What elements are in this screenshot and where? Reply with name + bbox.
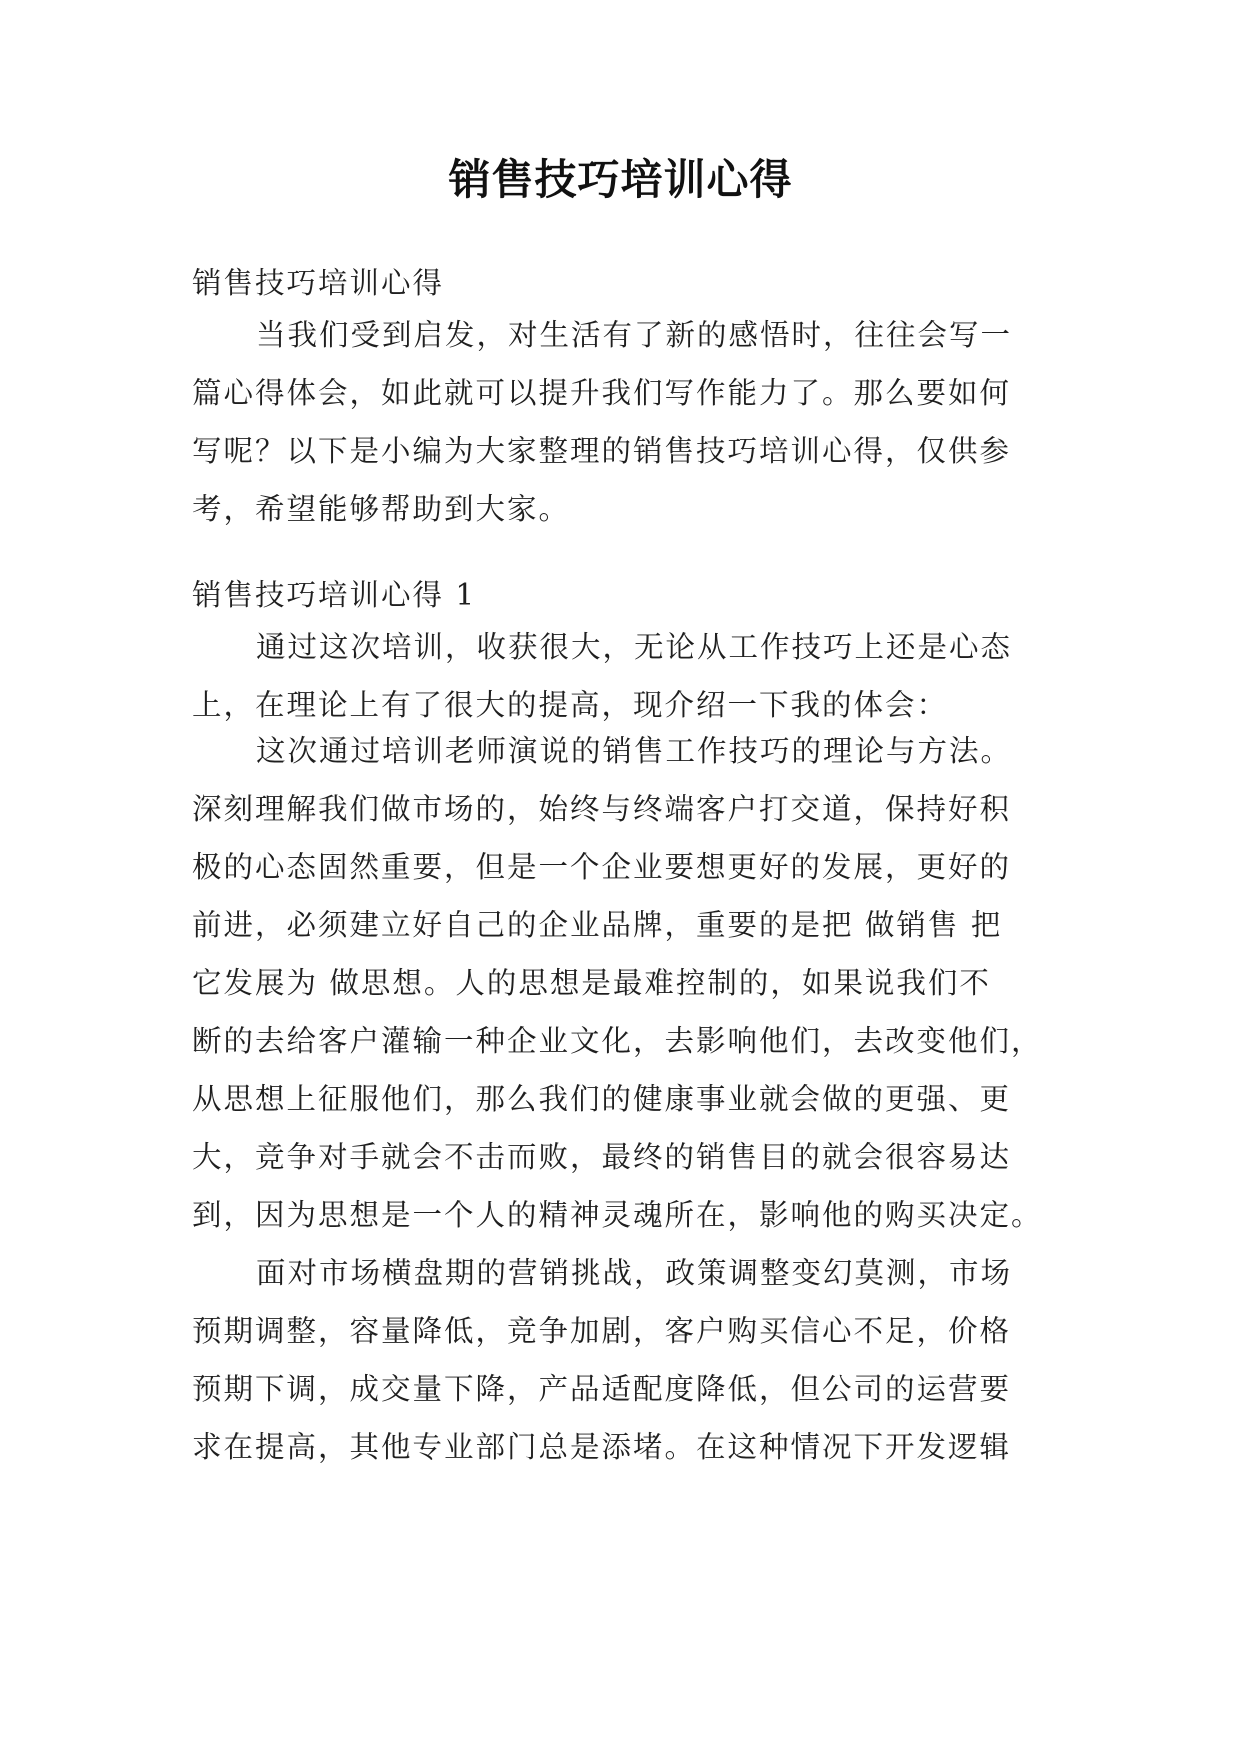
para2-line: 深刻理解我们做市场的，始终与终端客户打交道，保持好积: [192, 792, 1012, 826]
para2-line: 它发展为 做思想。人的思想是最难控制的，如果说我们不: [192, 966, 991, 1000]
intro-paragraph: [192, 306, 1062, 538]
para2-line: 前进，必须建立好自己的企业品牌，重要的是把 做销售 把: [192, 908, 1003, 942]
section1-heading-block: [192, 566, 1062, 624]
document-title: 销售技巧培训心得: [448, 155, 793, 204]
para2-line: 这次通过培训老师演说的销售工作技巧的理论与方法。: [256, 734, 1013, 768]
paragraph-1: [192, 618, 1062, 734]
para2-line: 从思想上征服他们，那么我们的健康事业就会做的更强、更: [192, 1082, 1012, 1116]
paragraph-2: [192, 722, 1062, 1244]
para2-line: 极的心态固然重要，但是一个企业要想更好的发展，更好的: [192, 850, 1012, 884]
para1-line: 上，在理论上有了很大的提高，现介绍一下我的体会：: [192, 688, 949, 722]
para2-line: 到，因为思想是一个人的精神灵魂所在，影响他的购买决定。: [192, 1198, 1043, 1232]
para3-line: 预期调整，容量降低，竞争加剧，客户购买信心不足，价格: [192, 1314, 1012, 1348]
intro-line: 写呢？以下是小编为大家整理的销售技巧培训心得，仅供参: [192, 434, 1012, 468]
intro-line: 考，希望能够帮助到大家。: [192, 492, 571, 526]
para3-line: 面对市场横盘期的营销挑战，政策调整变幻莫测，市场: [256, 1256, 1013, 1290]
para1-line: 通过这次培训，收获很大，无论从工作技巧上还是心态: [256, 630, 1013, 664]
para3-line: 预期下调，成交量下降，产品适配度降低，但公司的运营要: [192, 1372, 1012, 1406]
intro-line: 篇心得体会，如此就可以提升我们写作能力了。那么要如何: [192, 376, 1012, 410]
paragraph-3: [192, 1244, 1062, 1476]
intro-heading-block: [192, 254, 1062, 312]
para2-line: 大，竞争对手就会不击而败，最终的销售目的就会很容易达: [192, 1140, 1012, 1174]
intro-heading: 销售技巧培训心得: [192, 266, 445, 300]
intro-line: 当我们受到启发，对生活有了新的感悟时，往往会写一: [256, 318, 1013, 352]
section1-heading: 销售技巧培训心得 1: [192, 578, 477, 612]
para3-line: 求在提高，其他专业部门总是添堵。在这种情况下开发逻辑: [192, 1430, 1012, 1464]
para2-line: 断的去给客户灌输一种企业文化，去影响他们，去改变他们，: [192, 1024, 1043, 1058]
